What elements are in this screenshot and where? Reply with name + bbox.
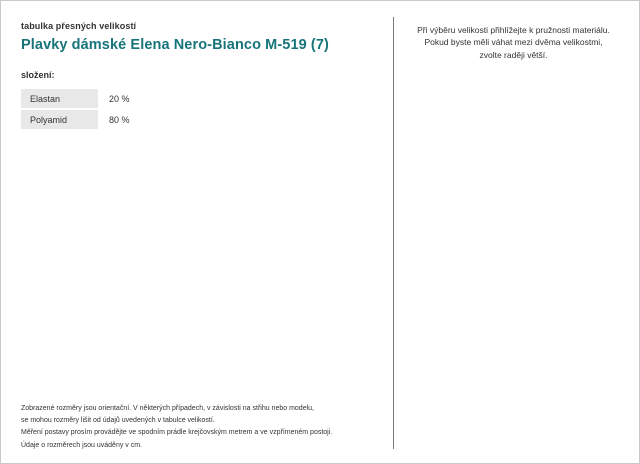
material-percent: 20 % xyxy=(109,93,130,104)
vertical-divider xyxy=(393,17,394,449)
material-name: Polyamid xyxy=(21,110,98,129)
composition-table xyxy=(21,87,148,131)
product-info-pane xyxy=(21,21,391,451)
disclaimer-line: Měření postavy prosím provádějte ve spodním prádle krejčovským metrem a ve vzpřímeném postoji. xyxy=(21,429,333,437)
composition-row xyxy=(21,110,148,129)
size-advice-note xyxy=(401,24,626,61)
material-name: Elastan xyxy=(21,89,98,108)
advice-line: Při výběru velikosti přihlížejte k pružnosti materiálu. xyxy=(417,25,610,35)
composition-row xyxy=(21,89,148,108)
product-title: Plavky dámské Elena Nero-Bianco M-519 (7) xyxy=(21,37,329,53)
disclaimer-line: Údaje o rozměrech jsou uváděny v cm. xyxy=(21,441,142,449)
section-kicker: tabulka přesných velikostí xyxy=(21,21,137,31)
material-percent: 80 % xyxy=(109,114,130,125)
disclaimer-line: Zobrazené rozměry jsou orientační. V některých případech, v závislosti na střihu nebo modelu, xyxy=(21,405,314,412)
measurement-disclaimer xyxy=(21,403,391,452)
advice-line: Pokud byste měli váhat mezi dvěma velikostmi, xyxy=(424,37,603,48)
advice-line: zvolte raději větší. xyxy=(479,49,548,60)
disclaimer-line: se mohou rozměry lišit od údajů uvedených v tabulce velikostí. xyxy=(21,417,215,425)
composition-heading: složení: xyxy=(21,70,55,80)
